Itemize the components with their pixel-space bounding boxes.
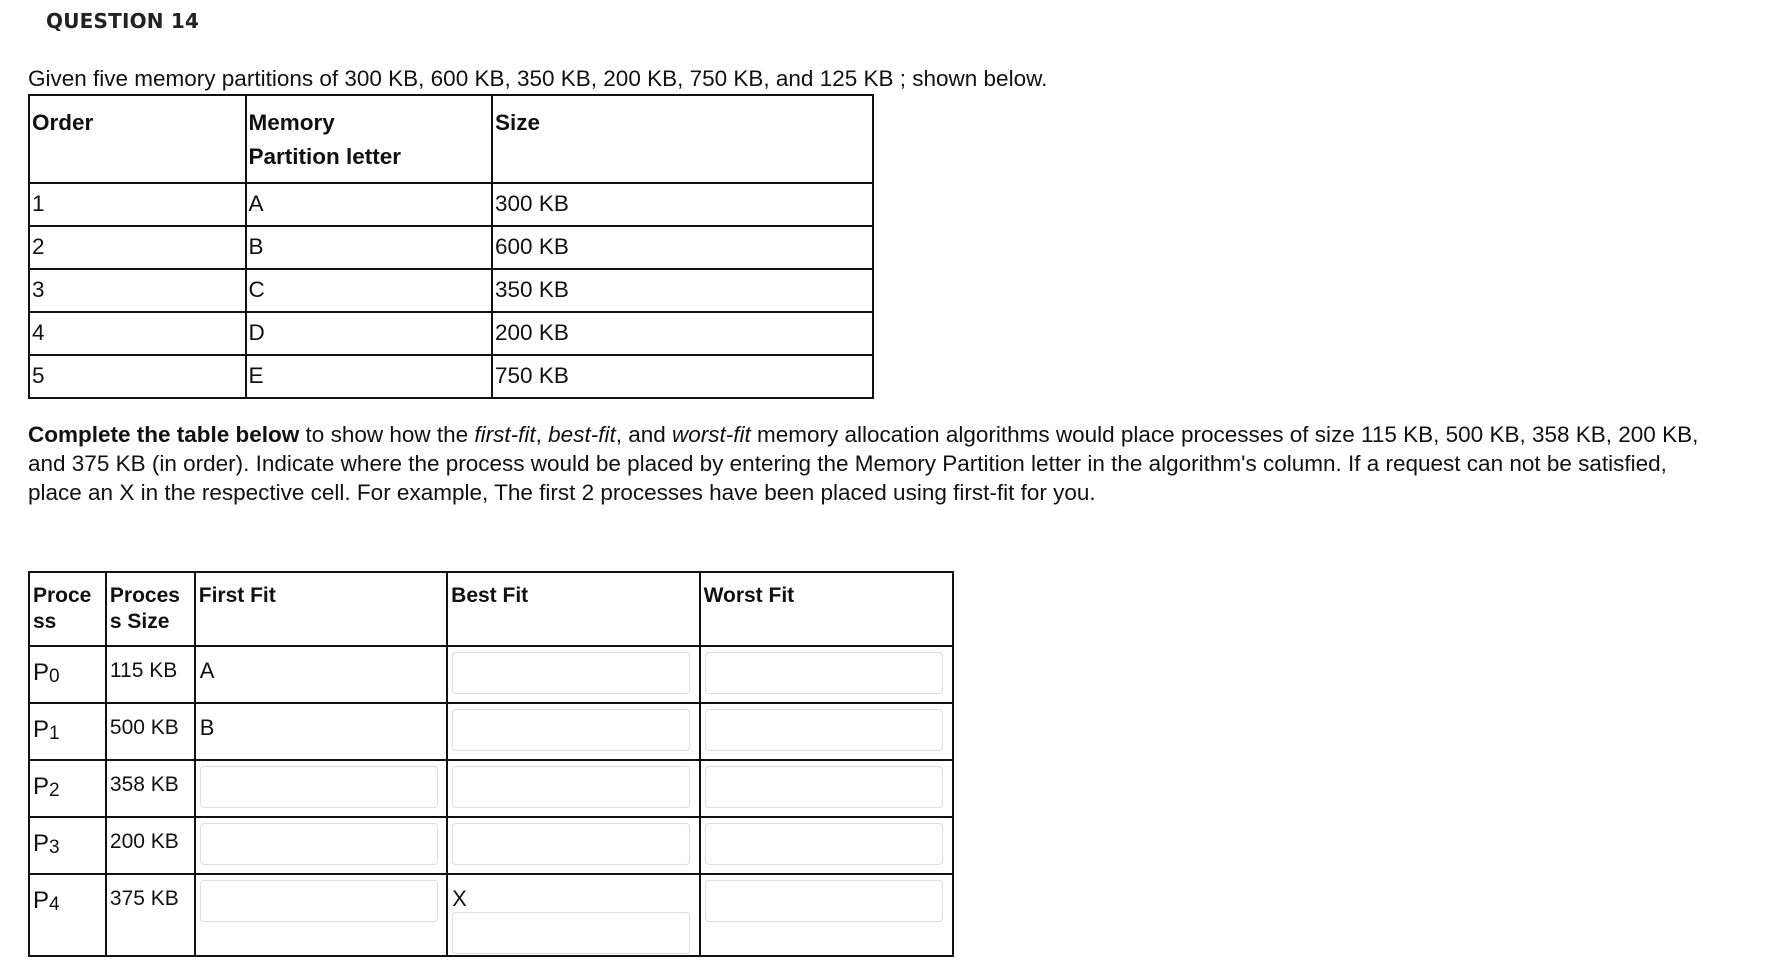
header-memory-line2: Partition letter [248,144,402,169]
process-letter: P [33,659,50,686]
header-best-fit: Best Fit [447,572,699,646]
process-size [106,646,195,703]
instructions-worst-fit: worst-fit [672,422,751,447]
process-size-value: 115 KB [109,659,178,682]
first-fit-cell [195,646,447,703]
partition-letter: A [246,183,493,226]
instructions-part2: , and [615,422,672,447]
best-fit-cell [447,703,699,760]
process-letter: P [33,716,50,743]
table-row [29,703,953,760]
first-fit-input[interactable] [200,766,438,808]
partition-letter: B [246,226,493,269]
instructions-comma: , [535,422,549,447]
allocation-table-header [29,572,953,646]
process-letter: P [33,830,50,857]
header-order: Order [29,95,246,183]
worst-fit-cell [700,703,953,760]
first-fit-cell [195,817,447,874]
header-process: Process [29,572,106,646]
process-name [29,760,106,817]
worst-fit-input[interactable] [705,880,943,922]
best-fit-entered-value: X [452,886,467,911]
partition-letter: C [246,269,493,312]
partition-order: 4 [29,312,246,355]
header-first-fit: First Fit [195,572,447,646]
process-size-value: 200 KB [109,830,179,853]
first-fit-cell [195,760,447,817]
partition-size: 300 KB [492,183,873,226]
instructions-part1: to show how the [299,422,475,447]
process-name [29,646,106,703]
first-fit-prefilled: A [199,658,215,683]
partition-row [29,226,873,269]
table-row [29,874,953,956]
partition-row [29,183,873,226]
question-intro: Given five memory partitions of 300 KB, 600 KB, 350 KB, 200 KB, 750 KB, and 125 KB ; shown below. [28,66,1048,91]
best-fit-input[interactable] [452,766,690,808]
table-row [29,817,953,874]
table-row [29,760,953,817]
table-row [29,646,953,703]
header-process-size: Process Size [106,572,195,646]
first-fit-cell [195,874,447,956]
process-size [106,874,195,956]
worst-fit-cell [700,760,953,817]
process-index: 0 [49,666,60,687]
allocation-table [28,571,954,957]
process-size [106,760,195,817]
header-size: Size [492,95,873,183]
best-fit-cell [447,817,699,874]
process-letter: P [33,773,50,800]
process-size [106,703,195,760]
worst-fit-cell [700,817,953,874]
instructions-part3: memory allocation algorithms would place processes of size 115 KB, 500 KB, 358 KB, 200 KB, and 375 KB (in order). Indicate where the process would be placed by entering the Memory Partition letter in the algorithm's column. If a request can not be satisfied, place an X in the respective cell. For example, The first 2 processes have been placed using first-fit for you. [28,422,1699,505]
instructions-best-fit: best-fit [548,422,616,447]
process-size-value: 375 KB [109,887,179,910]
instructions [28,420,1718,507]
instructions-first-fit: first-fit [474,422,536,447]
process-index: 2 [49,780,60,801]
best-fit-cell [447,874,699,956]
process-index: 3 [49,837,60,858]
partition-table [28,94,874,399]
best-fit-input[interactable] [452,709,690,751]
first-fit-cell [195,703,447,760]
process-letter: P [33,887,50,914]
worst-fit-cell [700,874,953,956]
partition-size: 350 KB [492,269,873,312]
worst-fit-input[interactable] [705,652,943,694]
best-fit-input[interactable] [452,652,690,694]
worst-fit-input[interactable] [705,823,943,865]
partition-row [29,269,873,312]
process-index: 1 [49,723,60,744]
partition-row [29,312,873,355]
worst-fit-cell [700,646,953,703]
process-size-value: 500 KB [109,716,179,739]
first-fit-input[interactable] [200,880,438,922]
partition-order: 3 [29,269,246,312]
best-fit-input[interactable] [452,823,690,865]
process-name [29,874,106,956]
partition-order: 2 [29,226,246,269]
header-worst-fit: Worst Fit [700,572,953,646]
partition-size: 200 KB [492,312,873,355]
process-size-value: 358 KB [109,773,179,796]
partition-table-header [29,95,873,183]
header-memory-partition [246,95,493,183]
process-name [29,703,106,760]
question-title: QUESTION 14 [46,9,200,33]
partition-size: 750 KB [492,355,873,398]
header-memory-line1: Memory [248,110,335,135]
process-size [106,817,195,874]
process-name [29,817,106,874]
instructions-bold-lead: Complete the table below [28,422,300,447]
partition-row [29,355,873,398]
partition-size: 600 KB [492,226,873,269]
partition-order: 1 [29,183,246,226]
worst-fit-input[interactable] [705,766,943,808]
first-fit-input[interactable] [200,823,438,865]
first-fit-prefilled: B [199,715,215,740]
partition-letter: D [246,312,493,355]
process-index: 4 [49,894,60,915]
worst-fit-input[interactable] [705,709,943,751]
best-fit-input[interactable] [452,912,690,954]
best-fit-cell [447,760,699,817]
best-fit-cell [447,646,699,703]
partition-letter: E [246,355,493,398]
partition-order: 5 [29,355,246,398]
